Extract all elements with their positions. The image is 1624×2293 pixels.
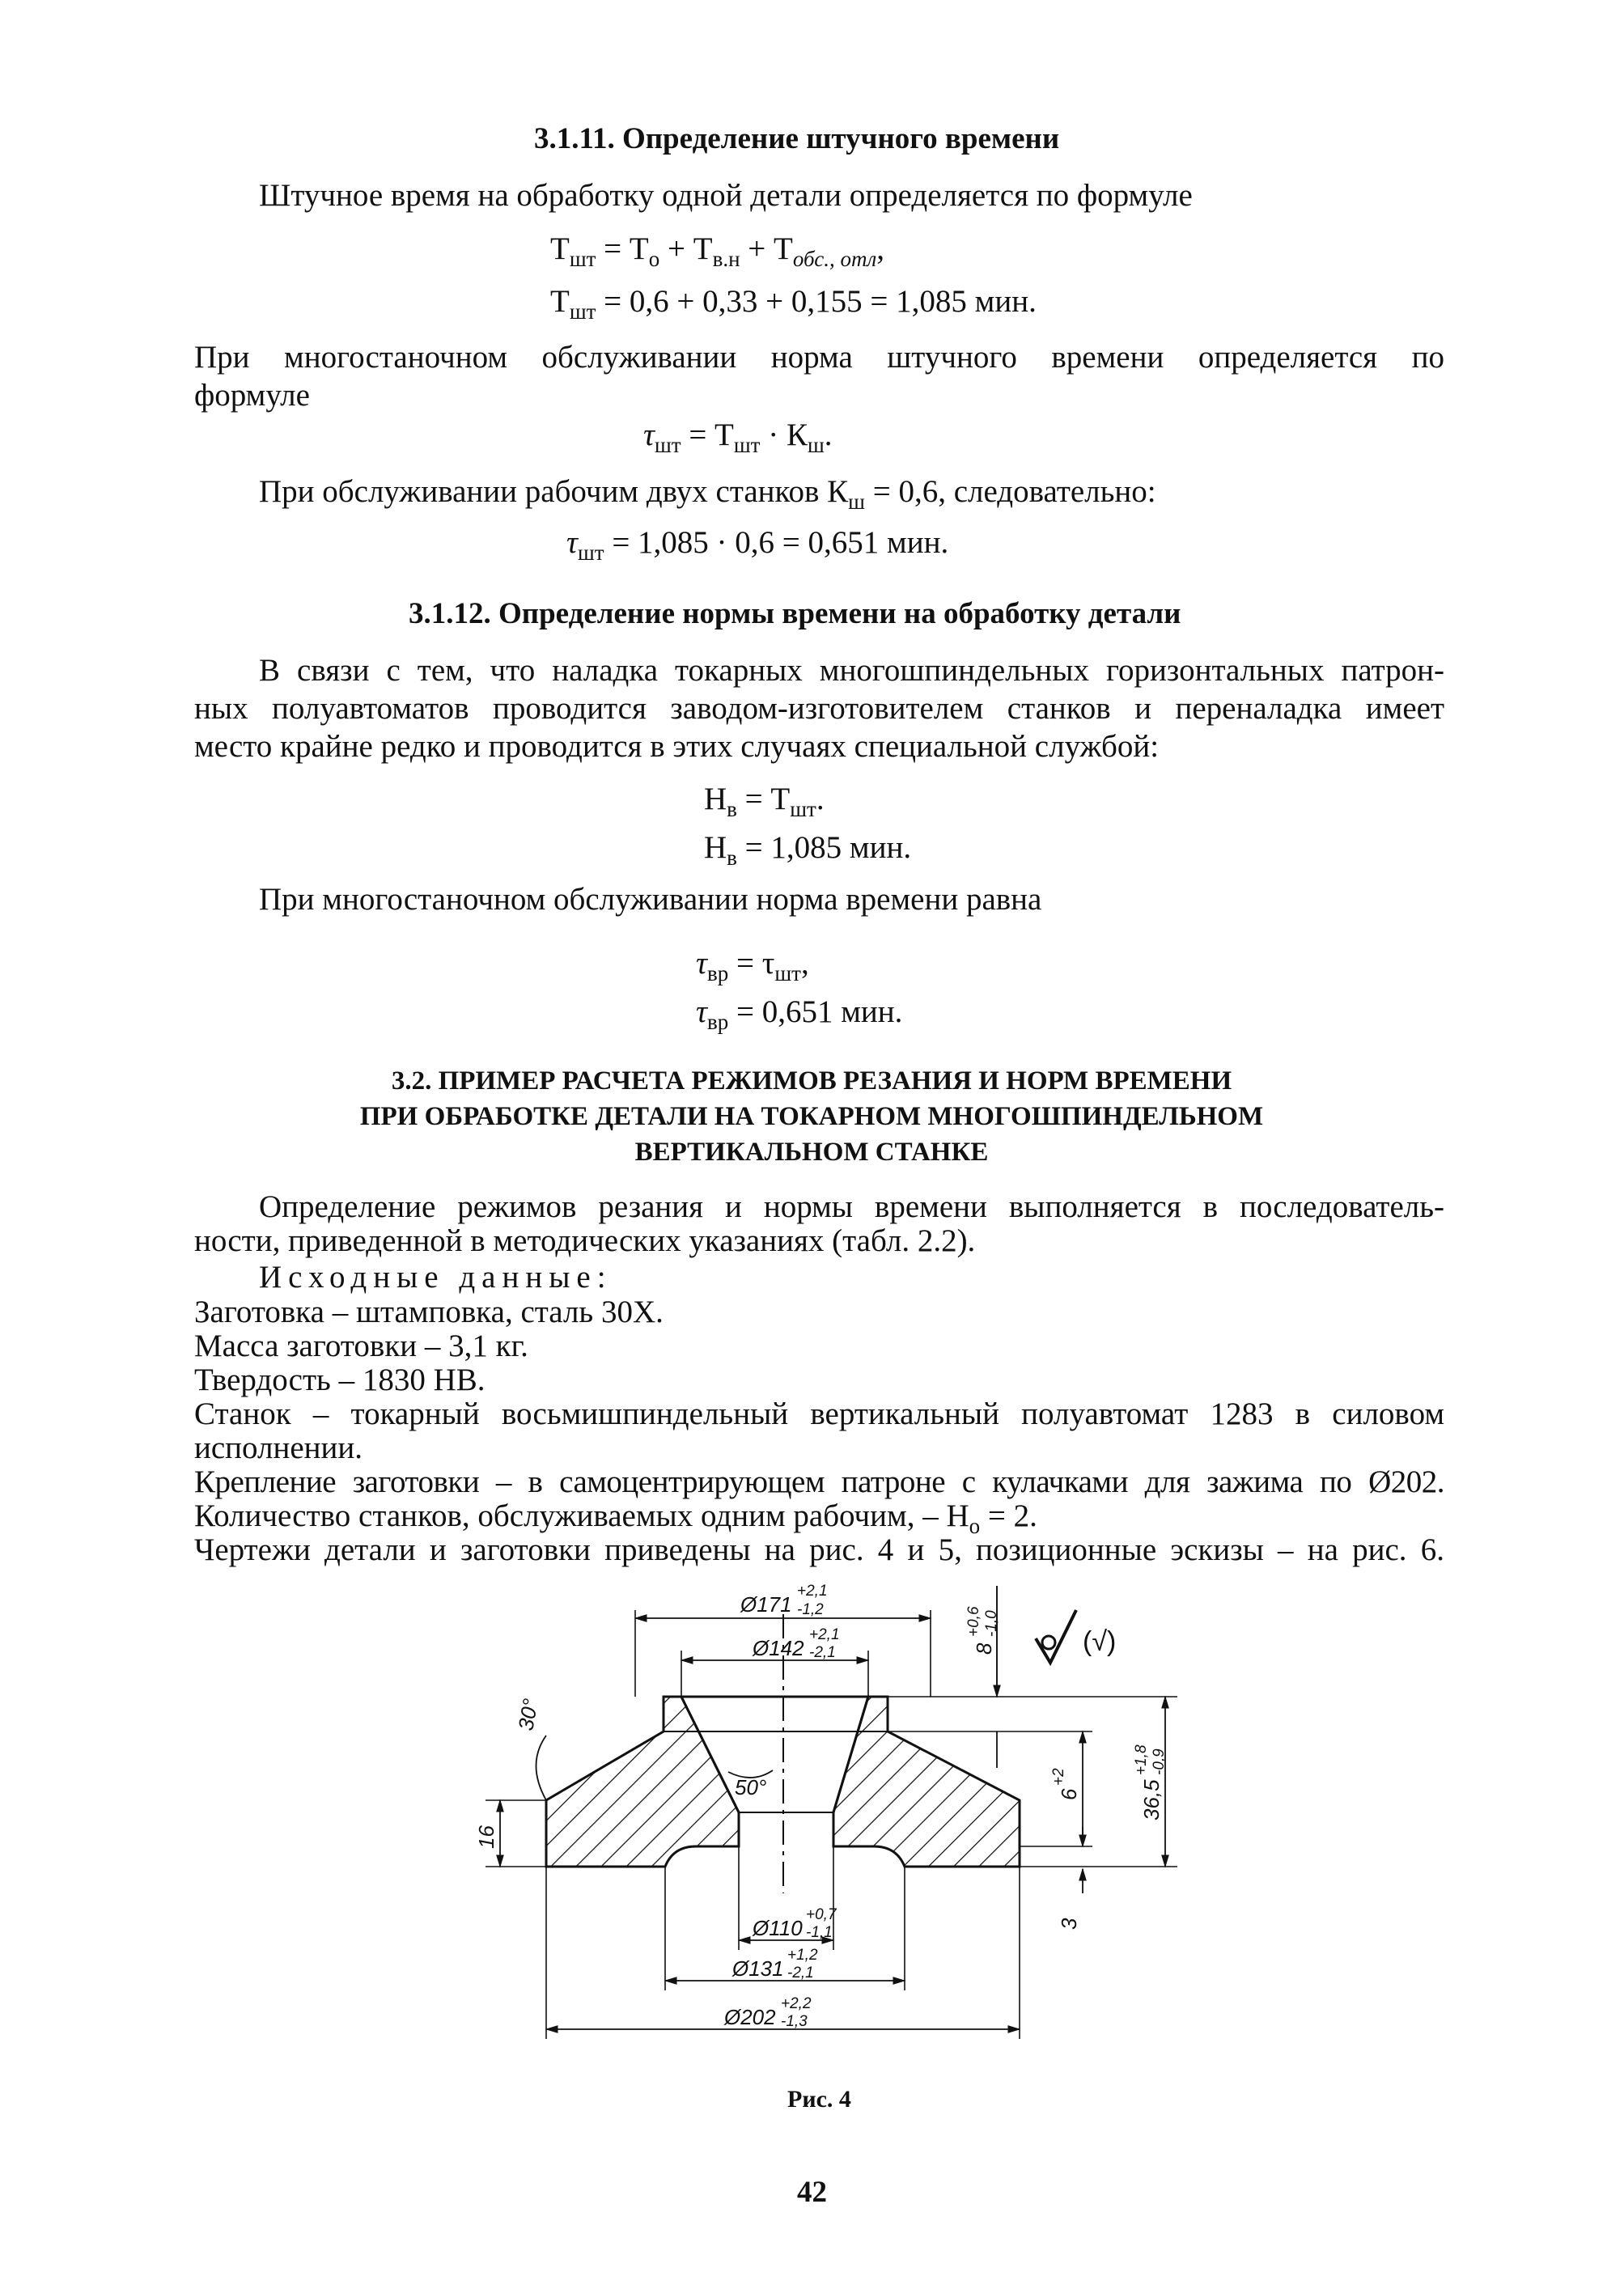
- dim-h8: 8: [972, 1642, 996, 1655]
- data-blank: Заготовка – штамповка, сталь 30Х.: [194, 1295, 664, 1329]
- data-machine-count: Количество станков, обслуживаемых одним рабочим, – $Н_о = 2$.: [194, 1498, 1037, 1538]
- dim-d171-tol-dn: -1,2: [797, 1601, 824, 1618]
- paragraph-3-2-line2: ности, приведенной в методических указаниях (табл. 2.2).: [194, 1223, 976, 1258]
- page-number: 42: [797, 2176, 827, 2209]
- dim-h8-tol-up: +0,6: [965, 1606, 982, 1637]
- dim-d131: Ø131: [732, 1956, 784, 1981]
- paragraph-3-2-line1: Определение режимов резания и нормы времени выполняется в последователь-: [259, 1189, 1444, 1224]
- data-machine-line2: исполнении.: [194, 1430, 363, 1465]
- formula-4: $\tau_{шт} = 1,085 \cdot 0,6 = 0,651$ мин.: [566, 525, 949, 565]
- dim-d110-tol-dn: -1,1: [806, 1924, 833, 1941]
- section-heading-3-1-11: 3.1.11. Определение штучного времени: [534, 122, 1060, 155]
- data-fixing: Крепление заготовки – в самоцентрирующем патроне с кулачками для зажима по Ø202.: [194, 1464, 1444, 1499]
- dim-d142-tol-up: +2,1: [809, 1626, 840, 1643]
- dim-d110: Ø110: [753, 1916, 803, 1940]
- dim-d202: Ø202: [724, 2005, 776, 2029]
- paragraph-multi-norm: При многостаночном обслуживании норма времени равна: [259, 882, 1042, 917]
- paragraph-3-1-12-line2: ных полуавтоматов проводится заводом-изготовителем станков и переналадка имеет: [194, 691, 1444, 726]
- data-drawings: Чертежи детали и заготовки приведены на рис. 4 и 5, позиционные эскизы – на рис. 6.: [194, 1532, 1444, 1567]
- data-hardness: Твердость – 1830 НВ.: [194, 1363, 486, 1397]
- dim-h36-tol-up: +1,8: [1133, 1744, 1150, 1775]
- data-machine-line1: Станок – токарный восьмишпиндельный вертикальный полуавтомат 1283 в силовом: [194, 1397, 1444, 1431]
- paragraph-3-1-12-line3: место крайне редко и проводится в этих случаях специальной службой:: [194, 729, 1160, 764]
- formula-1: $Т_{шт} = Т_о + Т_{в.н} + Т_{обс., отл}$,: [550, 231, 884, 271]
- paragraph-3-1-12-line1: В связи с тем, что наладка токарных многошпиндельных горизонтальных патрон-: [259, 653, 1444, 688]
- data-mass: Масса заготовки – 3,1 кг.: [194, 1329, 528, 1363]
- section-heading-3-2-line1: 3.2. ПРИМЕР РАСЧЕТА РЕЖИМОВ РЕЗАНИЯ И НОРМ ВРЕМЕНИ: [391, 1066, 1232, 1096]
- dim-d202-tol-dn: -1,3: [781, 2013, 808, 2030]
- dim-h6: 6: [1057, 1788, 1081, 1800]
- paragraph-intro: Штучное время на обработку одной детали определяется по формуле: [259, 178, 1193, 213]
- section-heading-3-2-line3: ВЕРТИКАЛЬНОМ СТАНКЕ: [634, 1138, 989, 1167]
- dim-h36-tol-dn: -0,9: [1151, 1748, 1168, 1775]
- formula-3: $\tau_{шт} = Т_{шт} \cdot К_ш$.: [643, 417, 833, 457]
- section-heading-3-2-line2: ПРИ ОБРАБОТКЕ ДЕТАЛИ НА ТОКАРНОМ МНОГОШПИНДЕЛЬНОМ: [359, 1102, 1264, 1131]
- dim-h6-tol: +2: [1050, 1768, 1067, 1786]
- dim-h16: 16: [474, 1825, 498, 1849]
- formula-2: $Т_{шт} = 0,6 + 0,33 + 0,155 = 1,085$ мин.: [550, 284, 1037, 324]
- dim-angle-50: 50°: [735, 1775, 767, 1799]
- dim-d171-tol-up: +2,1: [797, 1583, 828, 1600]
- paragraph-multi-line2: формуле: [194, 378, 310, 413]
- dim-d142-tol-dn: -2,1: [809, 1644, 836, 1661]
- dim-h36: 36,5: [1139, 1779, 1164, 1820]
- roughness-check-icon: [1036, 1610, 1076, 1663]
- formula-8: $\tau_{вр} = 0,651$ мин.: [696, 994, 903, 1034]
- dim-d142: Ø142: [753, 1636, 804, 1660]
- formula-6: $Н_в = 1,085$ мин.: [704, 830, 912, 870]
- dim-d202-tol-up: +2,2: [781, 1995, 812, 2012]
- paragraph-two-machines: При обслуживании рабочим двух станков $К_ш = 0,6$, следовательно:: [259, 474, 1156, 514]
- dim-d110-tol-up: +0,7: [806, 1906, 837, 1923]
- dim-angle-30: 30°: [513, 1697, 543, 1733]
- source-data-label: Исходные данные:: [259, 1260, 613, 1295]
- roughness-label: (√): [1083, 1626, 1117, 1657]
- dim-d131-tol-dn: -2,1: [787, 1965, 814, 1981]
- dim-d131-tol-up: +1,2: [787, 1947, 818, 1964]
- paragraph-multi-line1: При многостаночном обслуживании норма штучного времени определяется по: [194, 340, 1444, 375]
- section-heading-3-1-12: 3.1.12. Определение нормы времени на обработку детали: [409, 597, 1181, 630]
- formula-5: $Н_в = Т_{шт}$.: [704, 782, 825, 821]
- figure-caption: Рис. 4: [787, 2086, 851, 2113]
- dim-d171: Ø171: [740, 1592, 792, 1617]
- dim-h3: 3: [1057, 1918, 1081, 1930]
- formula-7: $\tau_{вр} = \tau_{шт}$,: [696, 946, 809, 985]
- dim-h8-tol-dn: -1,0: [983, 1610, 1000, 1637]
